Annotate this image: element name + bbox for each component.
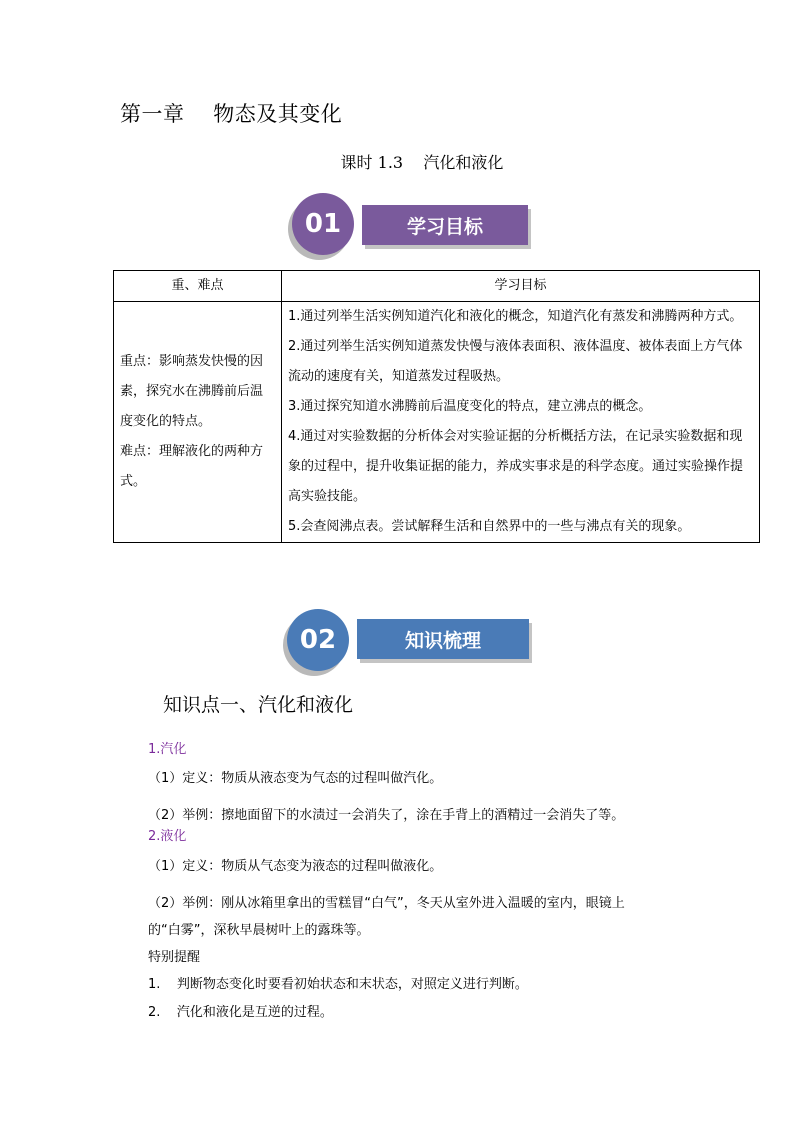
section-number: 01 bbox=[304, 209, 342, 239]
key-point: 难点：理解液化的两种方式。 bbox=[120, 444, 264, 489]
liquefaction-heading: 2.液化 bbox=[148, 829, 187, 844]
objective-item: 4.通过对实验数据的分析体会对实验证据的分析概括方法，在记录实验数据和现象的过程中，提升收集证据的能力，养成实事求是的科学态度。通过实验操作提高实验技能。 bbox=[288, 429, 744, 504]
section-number-circle bbox=[292, 193, 354, 255]
objective-item: 1.通过列举生活实例知道汽化和液化的概念，知道汽化有蒸发和沸腾两种方式。 bbox=[288, 309, 743, 324]
section-number-circle bbox=[287, 609, 349, 671]
table-header-objectives: 学习目标 bbox=[282, 271, 760, 302]
vaporization-example: （2）举例：擦地面留下的水渍过一会消失了，涂在手背上的酒精过一会消失了等。 bbox=[148, 808, 625, 823]
section-title-bar bbox=[357, 619, 529, 659]
objective-item: 3.通过探究知道水沸腾前后温度变化的特点，建立沸点的概念。 bbox=[288, 399, 652, 414]
table-header-key-points: 重、难点 bbox=[114, 271, 282, 302]
vaporization-heading: 1.汽化 bbox=[148, 742, 187, 757]
section-number: 02 bbox=[299, 625, 337, 655]
table-header-row bbox=[114, 271, 760, 302]
lesson-title: 课时 1.3 汽化和液化 bbox=[340, 153, 504, 172]
chapter-title: 第一章 物态及其变化 bbox=[120, 102, 343, 126]
key-points-cell bbox=[114, 302, 282, 543]
liquefaction-example-line1: （2）举例：刚从冰箱里拿出的雪糕冒“白气”，冬天从室外进入温暖的室内，眼镜上 bbox=[148, 896, 625, 911]
special-tip-heading: 特别提醒 bbox=[148, 950, 201, 965]
table-row bbox=[114, 302, 760, 543]
liquefaction-definition: （1）定义：物质从气态变为液态的过程叫做液化。 bbox=[148, 859, 443, 874]
special-tip-item: 2. 汽化和液化是互逆的过程。 bbox=[148, 1005, 333, 1020]
section-title: 学习目标 bbox=[406, 215, 483, 238]
objective-item: 2.通过列举生活实例知道蒸发快慢与液体表面积、液体温度、被体表面上方气体流动的速度有关，知道蒸发过程吸热。 bbox=[288, 339, 743, 384]
special-tip-item: 1. 判断物态变化时要看初始状态和末状态，对照定义进行判断。 bbox=[148, 977, 528, 992]
key-point: 重点：影响蒸发快慢的因素，探究水在沸腾前后温度变化的特点。 bbox=[120, 354, 264, 429]
liquefaction-example-line2: 的“白雾”，深秋早晨树叶上的露珠等。 bbox=[148, 923, 370, 938]
section-title-bar bbox=[362, 205, 528, 245]
vaporization-definition: （1）定义：物质从液态变为气态的过程叫做汽化。 bbox=[148, 771, 443, 786]
section-title: 知识梳理 bbox=[404, 629, 481, 652]
knowledge-point-title: 知识点一、汽化和液化 bbox=[163, 694, 354, 716]
section-badge-goals bbox=[290, 193, 535, 259]
learning-goals-table bbox=[113, 270, 760, 543]
section-badge-knowledge bbox=[287, 609, 537, 675]
objective-item: 5.会查阅沸点表。尝试解释生活和自然界中的一些与沸点有关的现象。 bbox=[288, 519, 691, 534]
objectives-cell bbox=[282, 302, 760, 543]
